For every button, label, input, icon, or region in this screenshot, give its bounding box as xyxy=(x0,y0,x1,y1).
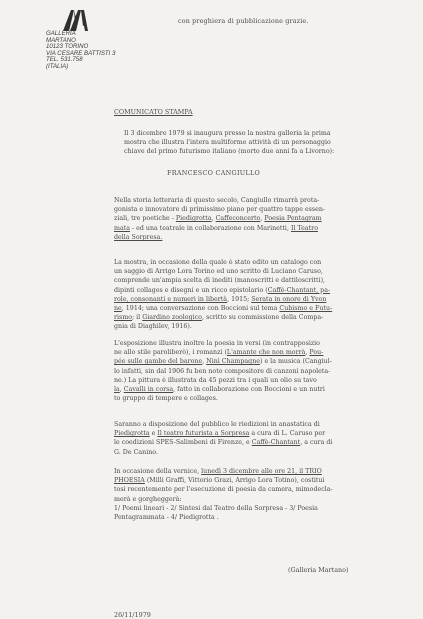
text-run: , 1914; una conversazione con Boccioni sul tema xyxy=(121,305,280,313)
letterhead-address xyxy=(46,31,115,71)
underlined-text: Caffè-Chantant, pa- xyxy=(267,286,331,294)
paragraph-line xyxy=(114,376,332,385)
paragraph-line xyxy=(114,476,333,485)
underlined-text: Piedigrotta xyxy=(114,430,150,438)
underlined-text: Poesia Pentagram xyxy=(264,215,322,223)
underlined-text: la xyxy=(114,386,120,394)
intro-paragraph xyxy=(124,129,334,157)
text-run: lo infatti, sin dal 1906 fu ben noto compositore di canzoni napoleta- xyxy=(114,367,331,375)
text-run: 1/ Poemi lineari - 2/ Sintesi dal Teatro della Sorpresa - 3/ Poesia xyxy=(114,504,318,512)
paragraph-line xyxy=(114,420,332,429)
underlined-text: Ninì Champagne xyxy=(206,358,260,366)
letterhead-line: (ITALIA) xyxy=(46,62,69,70)
underlined-text: mata xyxy=(114,224,131,232)
underlined-text: Caffè-Chantant xyxy=(251,439,301,447)
paragraph-line xyxy=(114,448,332,457)
text-run: ne allo stile paroliberò), i romanzi ( xyxy=(114,349,227,357)
paragraph-line xyxy=(114,205,325,214)
text-run: merà e gorgheggerà: xyxy=(114,495,182,503)
paragraph-line xyxy=(114,348,332,357)
paragraph-line xyxy=(114,495,333,504)
text-run: In occasione della vernice, xyxy=(114,468,202,475)
text-run: comprende un'ampia scelta di inediti (manoscritti e dattiloscritti), xyxy=(114,277,326,285)
paragraph-line xyxy=(114,276,332,285)
text-run: le coedizioni SPES-Salimbeni di Firenze, e xyxy=(114,439,252,447)
paragraph-line xyxy=(114,504,333,513)
underlined-text: PHOESIA xyxy=(114,477,145,485)
letterhead-line: TEL. 531.758 xyxy=(46,56,83,64)
paragraph-line xyxy=(114,267,332,276)
letterhead-line: GALLERIA xyxy=(46,30,76,37)
text-run: , a cura di xyxy=(300,439,333,447)
paragraph-line xyxy=(114,313,332,322)
document-title: COMUNICATO STAMPA xyxy=(114,108,193,116)
text-run: , xyxy=(305,349,310,357)
paragraph-line xyxy=(114,322,332,331)
text-run: La mostra, in occasione della quale è stato edito un catalogo con xyxy=(114,259,322,266)
letterhead-line: 10123 TORINO xyxy=(46,43,89,51)
text-run: , xyxy=(260,215,265,223)
text-run: un saggio di Arrigo Lora Torino ed uno scritto di Luciano Caruso, xyxy=(114,268,323,276)
body-paragraph xyxy=(114,339,332,403)
underlined-text: ne xyxy=(114,305,122,313)
publication-request: con preghiera di pubblicazione grazie. xyxy=(178,17,309,25)
body-paragraph xyxy=(114,420,332,457)
text-run: to gruppo di tempere e collages. xyxy=(114,395,218,403)
underlined-text: della Sorpresa. xyxy=(114,233,163,241)
intro-line: chiave del primo futurismo italiano (morto due anni fa a Livorno): xyxy=(124,148,335,156)
text-run: tosi recentemente per l'esecuzione di poesia da camera, mimodecla- xyxy=(114,486,333,494)
paragraph-line xyxy=(114,438,332,447)
paragraph-line xyxy=(114,233,325,242)
text-run: e xyxy=(149,430,158,438)
underlined-text: Pou- xyxy=(309,349,324,357)
paragraph-line xyxy=(114,295,332,304)
text-run: , xyxy=(211,215,216,223)
text-run: , 1915; xyxy=(227,295,252,303)
text-run: ne.) La pittura è illustrata da 45 pezzi tra i quali un olio su tavo xyxy=(114,376,317,384)
underlined-text: Cavalli in corsa xyxy=(123,386,174,394)
letterhead-line: VIA CESARE BATTISTI 3 xyxy=(46,49,116,57)
text-run: L'esposizione illustra inoltre la poesia in versi (in contrapposizio xyxy=(114,340,320,347)
paragraph-line xyxy=(114,357,332,366)
underlined-text: Il teatro futurista a Sorpresa xyxy=(157,430,250,438)
underlined-text: rismo xyxy=(114,314,133,322)
letterhead-line: MARTANO xyxy=(46,36,76,44)
underlined-text: lunedì 3 dicembre alle ore 21, il TRIO xyxy=(201,468,322,475)
text-run: Saranno a disposizione del pubblico le riedizioni in anastatica di xyxy=(114,421,320,428)
signature: (Galleria Martano) xyxy=(288,566,349,574)
paragraph-line xyxy=(114,339,332,348)
underlined-text: L'amante che non morrà xyxy=(226,349,306,357)
subject-name: FRANCESCO CANGIULLO xyxy=(167,169,261,177)
text-run: dipinti collages e disegni e un ricco epistolario ( xyxy=(114,286,268,294)
paragraph-line xyxy=(114,467,333,476)
paragraph-line xyxy=(114,258,332,267)
text-run: ) e la musica (Cangiul- xyxy=(260,358,332,366)
body-paragraph xyxy=(114,196,325,242)
underlined-text: Cubismo e Futu- xyxy=(279,305,333,313)
underlined-text: Giardino zoologico xyxy=(142,314,202,322)
text-run: , xyxy=(119,386,124,394)
text-run: gonista e innovatore di primissimo piano per quattro tappe essen- xyxy=(114,206,326,214)
intro-line: Il 3 dicembre 1979 si inaugura presso la nostra galleria la prima xyxy=(124,130,331,137)
text-run: G. De Canino. xyxy=(114,448,158,456)
paragraph-line xyxy=(114,224,325,233)
text-run: gnia di Diaghilev, 1916). xyxy=(114,323,192,331)
underlined-text: pée sulle gambe del barone xyxy=(114,358,203,366)
document-date: 26/11/1979 xyxy=(114,611,151,619)
paragraph-line xyxy=(114,513,333,522)
paragraph-line xyxy=(114,367,332,376)
text-run: Pentagrammata - 4/ Piedigrotta . xyxy=(114,514,219,522)
text-run: , scritto su commissione della Compa- xyxy=(201,314,324,322)
underlined-text: Il Teatro xyxy=(290,224,318,232)
paragraph-line xyxy=(114,304,332,313)
text-run: - ed una teatrale in collaborazione con Marinetti, xyxy=(130,224,291,232)
paragraph-line xyxy=(114,429,332,438)
underlined-text: role, consonanti e numeri in libertà xyxy=(114,295,228,303)
body-paragraph xyxy=(114,258,332,332)
paragraph-line xyxy=(114,485,333,494)
text-run: Nella storia letteraria di questo secolo, Cangiullo rimarrà prota- xyxy=(114,197,320,204)
underlined-text: Piedigrotta xyxy=(175,215,212,223)
body-paragraph xyxy=(114,467,333,522)
intro-line: mostra che illustra l'intera multiforme attività di un personaggio xyxy=(124,139,331,147)
underlined-text: Caffeconcerto xyxy=(215,215,261,223)
paragraph-line xyxy=(114,214,325,223)
paragraph-line xyxy=(114,286,332,295)
text-run: , xyxy=(202,358,207,366)
paragraph-line xyxy=(114,394,332,403)
text-run: a cura di L. Caruso per xyxy=(249,430,326,438)
underlined-text: Serata in onore di Yvon xyxy=(251,295,327,303)
paragraph-line xyxy=(114,385,332,394)
text-run: (Milli Graffi, Vittorio Grazi, Arrigo Lora Totino), costitui xyxy=(144,477,325,485)
paragraph-line xyxy=(114,196,325,205)
gallery-logo xyxy=(62,8,92,32)
text-run: ziali, tre poetiche - xyxy=(114,215,176,223)
text-run: ; il xyxy=(132,314,143,322)
text-run: , fatto in collaborazione con Boccioni e un nutri xyxy=(173,386,325,394)
